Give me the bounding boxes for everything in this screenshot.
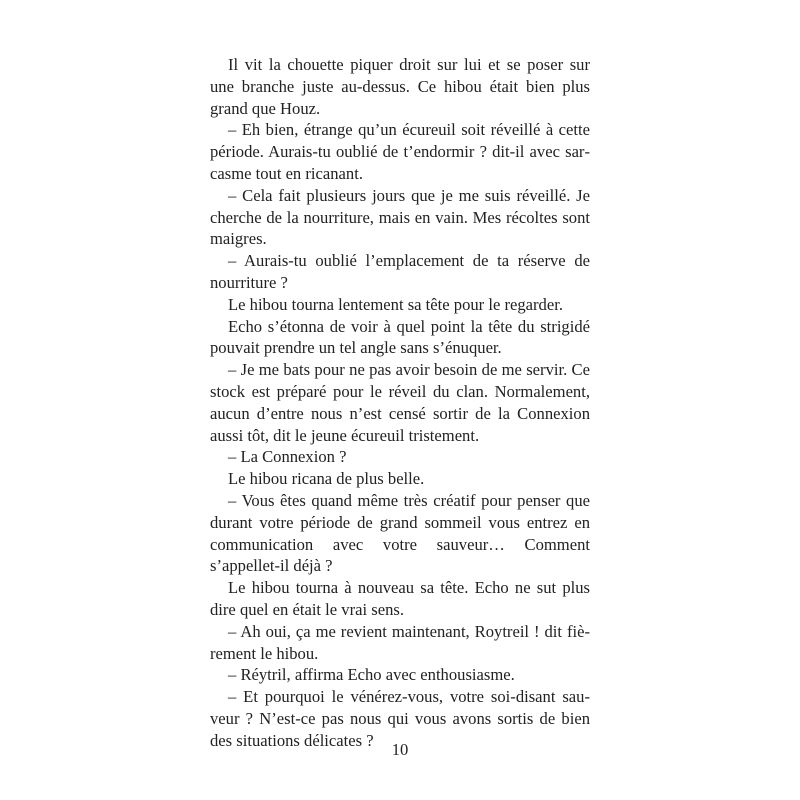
- paragraph: – Vous êtes quand même très créatif pour penser que durant votre période de grand sommeil vous entrez en communication avec votre sauveur… Comment s’appellet-il déjà ?: [210, 490, 590, 576]
- paragraph: – Je me bats pour ne pas avoir besoin de me servir. Ce stock est préparé pour le réveil du clan. Normalement, aucun d’entre nous n’est censé sortir de la Connexion aussi tôt, dit le jeune écureuil tristement.: [210, 360, 590, 445]
- page-number: 10: [391, 740, 409, 759]
- paragraph: – La Connexion ?: [228, 447, 347, 467]
- paragraph: – Ah oui, ça me revient maintenant, Roytreil ! dit fièrement le hibou.: [210, 621, 590, 663]
- paragraph: Le hibou tourna à nouveau sa tête. Echo ne sut plus dire quel en était le vrai sens.: [210, 578, 590, 619]
- paragraph: Le hibou ricana de plus belle.: [228, 469, 425, 489]
- paragraph: Il vit la chouette piquer droit sur lui et se poser sur une branche juste au-dessus. Ce hibou était bien plus grand que Houz.: [210, 55, 590, 118]
- paragraph: Le hibou tourna lentement sa tête pour le regarder.: [228, 294, 563, 314]
- paragraph: – Cela fait plusieurs jours que je me suis réveillé. Je cherche de la nourriture, mais en vain. Mes récoltes sont maigres.: [210, 185, 590, 249]
- paragraph: – Aurais-tu oublié l’emplacement de ta réserve de nourriture ?: [210, 251, 590, 292]
- paragraph: Echo s’étonna de voir à quel point la tête du strigidé pouvait prendre un tel angle sans s’énuquer.: [210, 316, 590, 358]
- paragraph: – Réytril, affirma Echo avec enthousiasme.: [228, 665, 515, 685]
- paragraph: – Et pourquoi le vénérez-vous, votre soi-disant sauveur ? N’est-ce pas nous qui vous avons sortis de bien des situations délicates ?: [210, 687, 590, 750]
- paragraph: – Eh bien, étrange qu’un écureuil soit réveillé à cette période. Aurais-tu oublié de t’endormir ? dit-il avec sarcasme tout en ricanant.: [210, 120, 590, 183]
- body-text: [210, 54, 590, 752]
